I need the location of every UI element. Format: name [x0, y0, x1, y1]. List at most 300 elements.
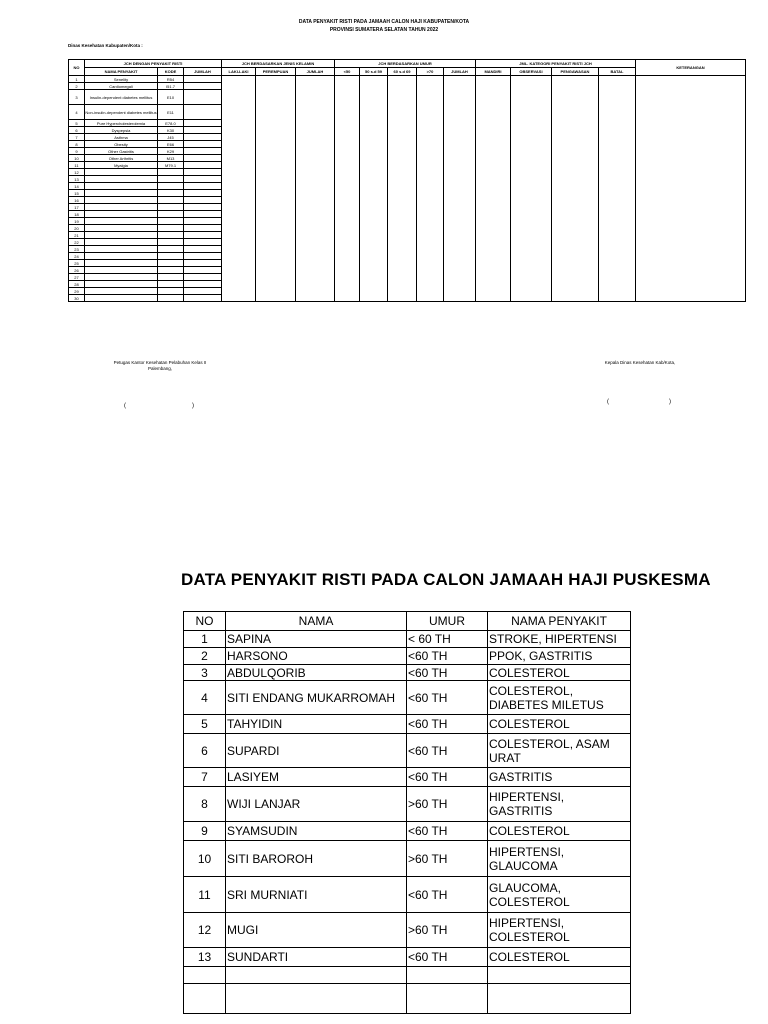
form-row-empty-cell: [444, 134, 476, 141]
form-row-kode: [158, 211, 184, 218]
form-row-nama-penyakit: Dyspepsia: [85, 127, 158, 134]
form-row: [69, 218, 746, 225]
form-row-kode: I51.7: [158, 83, 184, 90]
form-row-empty-cell: [552, 169, 599, 176]
form-row-empty-cell: [360, 260, 388, 267]
list-row-penyakit: HIPERTENSI, COLESTEROL: [488, 913, 631, 948]
list-row-penyakit: GLAUCOMA, COLESTEROL: [488, 877, 631, 913]
form-row-kode: [158, 183, 184, 190]
form-row-empty-cell: [256, 197, 296, 204]
form-row: [69, 246, 746, 253]
form-row-empty-cell: [444, 76, 476, 83]
form-row-empty-cell: [335, 83, 360, 90]
form-row-kode: [158, 239, 184, 246]
form-row: [69, 176, 746, 183]
list-row-no: [184, 984, 226, 1014]
form-row-empty-cell: [184, 127, 222, 134]
form-row-empty-cell: [444, 90, 476, 105]
form-row-empty-cell: [256, 225, 296, 232]
form-row-empty-cell: [476, 281, 511, 288]
form-row-empty-cell: [222, 295, 256, 302]
form-row: [69, 190, 746, 197]
form-row-empty-cell: [222, 83, 256, 90]
form-row-empty-cell: [444, 211, 476, 218]
form-row-empty-cell: [222, 246, 256, 253]
list-row-nama: SRI MURNIATI: [226, 877, 407, 913]
form-row-empty-cell: [360, 162, 388, 169]
form-row-kode: E78.0: [158, 120, 184, 127]
form-row-empty-cell: [552, 274, 599, 281]
form-row-empty-cell: [256, 239, 296, 246]
form-row-empty-cell: [335, 267, 360, 274]
form-row-empty-cell: [417, 148, 444, 155]
list-row-nama: SAPINA: [226, 631, 407, 648]
form-row-empty-cell: [417, 183, 444, 190]
list-row: [184, 734, 631, 768]
form-row-empty-cell: [335, 239, 360, 246]
list-row-nama: SITI BAROROH: [226, 841, 407, 877]
form-row-empty-cell: [335, 134, 360, 141]
list-row-no: 8: [184, 787, 226, 822]
form-row-empty-cell: [552, 190, 599, 197]
form-row-empty-cell: [335, 211, 360, 218]
form-row-empty-cell: [256, 246, 296, 253]
form-row-empty-cell: [360, 169, 388, 176]
form-row-empty-cell: [476, 225, 511, 232]
form-row-empty-cell: [296, 197, 335, 204]
form-row-nama-penyakit: [85, 281, 158, 288]
form-row: [69, 148, 746, 155]
form-row-empty-cell: [476, 288, 511, 295]
form-row-empty-cell: [222, 204, 256, 211]
form-row-empty-cell: [476, 141, 511, 148]
form-row-nama-penyakit: Non-insulin-dependent diabetes mellitus: [85, 105, 158, 120]
form-row-empty-cell: [360, 232, 388, 239]
form-row-empty-cell: [444, 190, 476, 197]
form-row: [69, 90, 746, 105]
list-row: [184, 948, 631, 967]
form-row-empty-cell: [296, 267, 335, 274]
form-row-empty-cell: [184, 134, 222, 141]
form-row-empty-cell: [599, 218, 636, 225]
form-row-empty-cell: [511, 239, 552, 246]
list-header-umur: UMUR: [407, 612, 488, 631]
list-row-nama: LASIYEM: [226, 768, 407, 787]
form-row: [69, 225, 746, 232]
form-row-kode: [158, 274, 184, 281]
form-row-empty-cell: [256, 76, 296, 83]
form-row-empty-cell: [335, 176, 360, 183]
form-row-empty-cell: [335, 190, 360, 197]
form-row-empty-cell: [222, 176, 256, 183]
form-row-empty-cell: [417, 288, 444, 295]
form-row-kode: M13: [158, 155, 184, 162]
form-row-empty-cell: [444, 288, 476, 295]
subheader-cell: PEREMPUAN: [256, 68, 296, 76]
list-row-umur: < 60 TH: [407, 631, 488, 648]
form-row: [69, 197, 746, 204]
form-row-kode: [158, 197, 184, 204]
form-row-empty-cell: [511, 295, 552, 302]
form-row-empty-cell: [444, 246, 476, 253]
form-row-empty-cell: [417, 232, 444, 239]
form-row-empty-cell: [636, 176, 746, 183]
form-row-empty-cell: [599, 267, 636, 274]
form-row-empty-cell: [388, 246, 417, 253]
form-row-empty-cell: [222, 127, 256, 134]
form-row-empty-cell: [388, 225, 417, 232]
form-row-empty-cell: [552, 197, 599, 204]
form-row-kode: E11: [158, 105, 184, 120]
form-row-kode: [158, 253, 184, 260]
form-row: [69, 232, 746, 239]
form-row-empty-cell: [256, 274, 296, 281]
form-row: [69, 260, 746, 267]
form-row-empty-cell: [511, 176, 552, 183]
form-row-empty-cell: [184, 281, 222, 288]
list-row: [184, 715, 631, 734]
list-row-no: [184, 967, 226, 984]
list-row-umur: >60 TH: [407, 787, 488, 822]
form-row-empty-cell: [256, 134, 296, 141]
form-row-empty-cell: [552, 253, 599, 260]
list-row-penyakit: COLESTEROL, DIABETES MILETUS: [488, 681, 631, 715]
subheader-cell: JUMLAH: [184, 68, 222, 76]
form-row-no: 7: [69, 134, 85, 141]
form-row-empty-cell: [444, 267, 476, 274]
form-row-no: 20: [69, 225, 85, 232]
form-row-empty-cell: [476, 260, 511, 267]
form-row-empty-cell: [599, 204, 636, 211]
list-row-no: 1: [184, 631, 226, 648]
form-row-empty-cell: [444, 225, 476, 232]
form-row-empty-cell: [511, 197, 552, 204]
form-row-empty-cell: [184, 239, 222, 246]
form-row-empty-cell: [360, 274, 388, 281]
header-group-kelamin: JCH BERDASARKAN JENIS KELAMIN: [222, 60, 335, 68]
form-row-nama-penyakit: [85, 288, 158, 295]
list-row: [184, 631, 631, 648]
form-row-no: 14: [69, 183, 85, 190]
form-row-empty-cell: [636, 169, 746, 176]
form-row-nama-penyakit: [85, 239, 158, 246]
form-row-empty-cell: [636, 260, 746, 267]
form-row-empty-cell: [335, 295, 360, 302]
form-row-empty-cell: [476, 176, 511, 183]
form-row-empty-cell: [388, 155, 417, 162]
form-row-empty-cell: [296, 83, 335, 90]
form-row-kode: [158, 218, 184, 225]
form-row-empty-cell: [256, 162, 296, 169]
form-row-no: 23: [69, 246, 85, 253]
form-row-empty-cell: [335, 260, 360, 267]
form-row-empty-cell: [222, 90, 256, 105]
form-row-empty-cell: [599, 162, 636, 169]
form-row-no: 2: [69, 83, 85, 90]
form-row-empty-cell: [552, 120, 599, 127]
form-row-empty-cell: [417, 105, 444, 120]
form-row-empty-cell: [256, 90, 296, 105]
form-row-empty-cell: [636, 232, 746, 239]
form-row-empty-cell: [388, 211, 417, 218]
form-row-empty-cell: [388, 141, 417, 148]
list-row-umur: <60 TH: [407, 768, 488, 787]
form-row-kode: [158, 288, 184, 295]
form-row-empty-cell: [360, 105, 388, 120]
form-row-empty-cell: [476, 148, 511, 155]
form-row-empty-cell: [388, 288, 417, 295]
form-row-empty-cell: [476, 274, 511, 281]
form-row-nama-penyakit: [85, 218, 158, 225]
form-row-empty-cell: [222, 169, 256, 176]
signature-left: [95, 360, 225, 372]
list-row-no: 12: [184, 913, 226, 948]
form-row-empty-cell: [388, 295, 417, 302]
list-row-penyakit: [488, 967, 631, 984]
list-row-penyakit: [488, 984, 631, 1014]
form-row-empty-cell: [444, 232, 476, 239]
header-group-penyakit: JCH DENGAN PENYAKIT RISTI: [85, 60, 222, 68]
form-row-empty-cell: [599, 120, 636, 127]
subheader-cell: LAKI-LAKI: [222, 68, 256, 76]
form-row-empty-cell: [184, 162, 222, 169]
form-row-no: 5: [69, 120, 85, 127]
form-row-empty-cell: [335, 141, 360, 148]
form-row-nama-penyakit: Myalgia: [85, 162, 158, 169]
form-row-empty-cell: [222, 148, 256, 155]
form-row-no: 27: [69, 274, 85, 281]
form-row-empty-cell: [599, 76, 636, 83]
form-row-nama-penyakit: [85, 197, 158, 204]
form-row-empty-cell: [388, 218, 417, 225]
form-row-empty-cell: [636, 288, 746, 295]
list-header-nama: NAMA: [226, 612, 407, 631]
form-row-empty-cell: [222, 232, 256, 239]
form-row: [69, 281, 746, 288]
form-row-nama-penyakit: Asthma: [85, 134, 158, 141]
form-row-empty-cell: [417, 267, 444, 274]
form-row-no: 6: [69, 127, 85, 134]
form-row-empty-cell: [444, 183, 476, 190]
list-row-no: 10: [184, 841, 226, 877]
list-row-umur: <60 TH: [407, 734, 488, 768]
form-row: [69, 169, 746, 176]
form-row-empty-cell: [599, 83, 636, 90]
list-row: [184, 841, 631, 877]
form-row-empty-cell: [360, 141, 388, 148]
list-row-no: 7: [184, 768, 226, 787]
form-row-no: 1: [69, 76, 85, 83]
form-row-empty-cell: [222, 260, 256, 267]
list-row-nama: HARSONO: [226, 648, 407, 665]
form-row-empty-cell: [296, 169, 335, 176]
form-row-empty-cell: [360, 246, 388, 253]
list-row-no: 9: [184, 822, 226, 841]
form-row-empty-cell: [222, 225, 256, 232]
form-row-empty-cell: [222, 274, 256, 281]
form-row-empty-cell: [184, 204, 222, 211]
form-row-empty-cell: [511, 246, 552, 253]
form-row-empty-cell: [256, 190, 296, 197]
patient-list-table: [183, 611, 631, 1014]
form-row-empty-cell: [296, 190, 335, 197]
form-row: [69, 120, 746, 127]
form-row-kode: M79.1: [158, 162, 184, 169]
form-row-empty-cell: [636, 211, 746, 218]
form-row-empty-cell: [360, 183, 388, 190]
dinas-label: Dinas Kesehatan Kabupaten/Kota :: [68, 43, 143, 48]
form-row-empty-cell: [388, 127, 417, 134]
form-row-empty-cell: [636, 225, 746, 232]
form-row-empty-cell: [599, 134, 636, 141]
form-row-empty-cell: [476, 246, 511, 253]
form-row-kode: [158, 169, 184, 176]
form-row-empty-cell: [636, 105, 746, 120]
form-row-empty-cell: [388, 260, 417, 267]
form-row-empty-cell: [296, 183, 335, 190]
form-row-empty-cell: [360, 176, 388, 183]
form-row-empty-cell: [360, 211, 388, 218]
form-row-empty-cell: [296, 281, 335, 288]
form-row-empty-cell: [599, 274, 636, 281]
form-row-empty-cell: [599, 176, 636, 183]
form-row-empty-cell: [296, 246, 335, 253]
risti-form-table: [68, 59, 746, 302]
form-row-empty-cell: [296, 274, 335, 281]
form-row-empty-cell: [417, 134, 444, 141]
form-row-nama-penyakit: [85, 253, 158, 260]
header-group-umur: JCH BERDASARKAN UMUR: [335, 60, 476, 68]
form-row-no: 28: [69, 281, 85, 288]
form-row-empty-cell: [360, 288, 388, 295]
list-header-no: NO: [184, 612, 226, 631]
form-row-empty-cell: [511, 120, 552, 127]
form-row-empty-cell: [444, 127, 476, 134]
form-row-empty-cell: [599, 232, 636, 239]
form-row-nama-penyakit: [85, 260, 158, 267]
list-row-nama: SITI ENDANG MUKARROMAH: [226, 681, 407, 715]
form-row-no: 21: [69, 232, 85, 239]
form-row-empty-cell: [417, 120, 444, 127]
form-row-empty-cell: [256, 253, 296, 260]
form-row-empty-cell: [184, 288, 222, 295]
form-row-empty-cell: [256, 211, 296, 218]
form-row-empty-cell: [636, 76, 746, 83]
subheader-cell: <50: [335, 68, 360, 76]
form-row-empty-cell: [417, 246, 444, 253]
form-row-empty-cell: [184, 260, 222, 267]
list-row: [184, 768, 631, 787]
form-row-empty-cell: [335, 197, 360, 204]
list-row: [184, 967, 631, 984]
form-row-empty-cell: [184, 211, 222, 218]
form-row-empty-cell: [296, 232, 335, 239]
form-row-empty-cell: [417, 281, 444, 288]
form-row-empty-cell: [296, 295, 335, 302]
form-row-empty-cell: [476, 204, 511, 211]
form-row-no: 16: [69, 197, 85, 204]
form-row-empty-cell: [360, 120, 388, 127]
form-row-empty-cell: [417, 90, 444, 105]
form-row-empty-cell: [388, 204, 417, 211]
subheader-cell: OBSERVASI: [511, 68, 552, 76]
form-row-empty-cell: [296, 211, 335, 218]
list-row-umur: <60 TH: [407, 877, 488, 913]
form-row-empty-cell: [476, 162, 511, 169]
form-row-empty-cell: [552, 176, 599, 183]
form-row-nama-penyakit: [85, 211, 158, 218]
form-row-empty-cell: [444, 148, 476, 155]
list-row-penyakit: COLESTEROL: [488, 715, 631, 734]
form-row-empty-cell: [335, 155, 360, 162]
form-row-empty-cell: [599, 225, 636, 232]
form-row: [69, 295, 746, 302]
form-row-empty-cell: [256, 232, 296, 239]
form-row-empty-cell: [256, 120, 296, 127]
form-row-empty-cell: [184, 105, 222, 120]
form-row-empty-cell: [444, 204, 476, 211]
form-row-empty-cell: [360, 225, 388, 232]
form-row-nama-penyakit: [85, 267, 158, 274]
form-row-empty-cell: [599, 183, 636, 190]
form-row-empty-cell: [511, 190, 552, 197]
subheader-cell: 60 s.d 69: [388, 68, 417, 76]
form-row-nama-penyakit: [85, 295, 158, 302]
form-row-empty-cell: [511, 134, 552, 141]
form-row-empty-cell: [388, 148, 417, 155]
form-row-empty-cell: [256, 267, 296, 274]
form-row-empty-cell: [552, 267, 599, 274]
list-row: [184, 822, 631, 841]
form-row-empty-cell: [222, 211, 256, 218]
form-row-empty-cell: [360, 295, 388, 302]
list-row: [184, 681, 631, 715]
form-row-empty-cell: [222, 190, 256, 197]
form-row-empty-cell: [360, 239, 388, 246]
form-row: [69, 83, 746, 90]
form-row-empty-cell: [335, 120, 360, 127]
form-row-empty-cell: [417, 260, 444, 267]
form-row-empty-cell: [476, 295, 511, 302]
form-row-empty-cell: [636, 218, 746, 225]
form-row-empty-cell: [552, 76, 599, 83]
list-title: DATA PENYAKIT RISTI PADA CALON JAMAAH HAJI PUSKESMA: [181, 570, 711, 589]
form-row-empty-cell: [222, 218, 256, 225]
form-row-empty-cell: [552, 105, 599, 120]
form-row-empty-cell: [636, 295, 746, 302]
list-row-nama: SUNDARTI: [226, 948, 407, 967]
form-row-empty-cell: [511, 288, 552, 295]
form-row-empty-cell: [222, 76, 256, 83]
list-row-no: 6: [184, 734, 226, 768]
form-row-empty-cell: [184, 155, 222, 162]
form-row-nama-penyakit: Insulin-dependent diabetes mellitus: [85, 90, 158, 105]
form-row-empty-cell: [296, 120, 335, 127]
form-row-empty-cell: [388, 176, 417, 183]
form-row-empty-cell: [636, 274, 746, 281]
list-row-nama: MUGI: [226, 913, 407, 948]
form-row-empty-cell: [552, 134, 599, 141]
form-row-empty-cell: [296, 239, 335, 246]
form-row-empty-cell: [552, 232, 599, 239]
form-row-empty-cell: [296, 162, 335, 169]
form-row-empty-cell: [444, 176, 476, 183]
form-row-empty-cell: [335, 204, 360, 211]
form-row-empty-cell: [636, 155, 746, 162]
form-row-empty-cell: [476, 218, 511, 225]
form-row-empty-cell: [335, 162, 360, 169]
form-row-empty-cell: [444, 281, 476, 288]
